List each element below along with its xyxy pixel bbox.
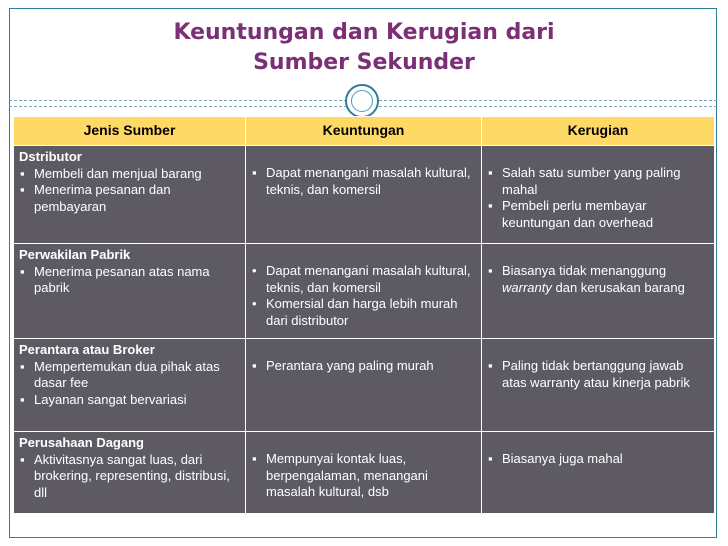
table-row	[14, 339, 715, 432]
square-bullet-icon: ▪	[20, 263, 25, 279]
category-label: Perantara atau Broker	[19, 342, 155, 357]
source-cell	[14, 432, 246, 514]
header-keuntungan: Keuntungan	[246, 117, 482, 146]
category-label: Perwakilan Pabrik	[19, 247, 131, 262]
warranty-italic: warranty	[502, 279, 552, 295]
square-bullet-icon: ▪	[252, 358, 257, 373]
dot-bullet-icon: •	[252, 263, 257, 278]
square-bullet-icon: ▪	[488, 451, 493, 466]
source-cell	[14, 146, 246, 244]
category-label: Dstributor	[19, 149, 82, 164]
header-kerugian: Kerugian	[482, 117, 715, 146]
list-item: ▪ Pembeli perlu membayar keuntungan dan overhead	[488, 198, 654, 230]
square-bullet-icon: ▪	[20, 451, 25, 467]
header-jenis-sumber: Jenis Sumber	[14, 117, 246, 146]
list-item: ▪ Biasanya juga mahal	[488, 451, 623, 466]
source-cell	[14, 339, 246, 432]
list-item: ▪ Mempunyai kontak luas, berpengalaman, menangani masalah kultural, dsb	[252, 451, 428, 499]
source-cell	[14, 244, 246, 339]
table-row	[14, 432, 715, 514]
list-item: ▪ Perantara yang paling murah	[252, 358, 434, 373]
dot-bullet-icon: •	[252, 296, 257, 311]
square-bullet-icon: ▪	[252, 165, 257, 180]
list-item: • Dapat menangani masalah kultural, teknis, dan komersil	[252, 263, 471, 295]
title-line-2: Sumber Sekunder	[253, 50, 475, 75]
square-bullet-icon: ▪	[488, 198, 493, 213]
disadvantage-cell	[482, 146, 715, 244]
list-item: ▪ Layanan sangat bervariasi	[20, 391, 187, 407]
list-item: ▪ Salah satu sumber yang paling mahal	[488, 165, 681, 197]
list-item: ▪ Dapat menangani masalah kultural, teknis, dan komersil	[252, 165, 471, 197]
square-bullet-icon: ▪	[488, 263, 493, 278]
square-bullet-icon: ▪	[488, 358, 493, 373]
ring-ornament-icon	[345, 84, 379, 118]
list-item: ▪ Aktivitasnya sangat luas, dari brokering, representing, distribusi, dll	[20, 451, 230, 500]
list-item: ▪ Menerima pesanan dan pembayaran	[20, 182, 171, 214]
advantage-cell	[246, 146, 482, 244]
list-item: ▪ Membeli dan menjual barang	[20, 165, 202, 181]
list-item: ▪ Menerima pesanan atas nama pabrik	[20, 263, 210, 295]
list-item: • Komersial dan harga lebih murah dari distributor	[252, 296, 458, 328]
category-label: Perusahaan Dagang	[19, 435, 144, 450]
table-header-row	[14, 117, 715, 146]
comparison-table	[13, 116, 715, 514]
slide-title	[0, 18, 728, 78]
square-bullet-icon: ▪	[20, 358, 25, 374]
title-line-1: Keuntungan dan Kerugian dari	[173, 20, 555, 45]
advantage-cell	[246, 244, 482, 339]
square-bullet-icon: ▪	[20, 182, 25, 197]
list-item: ▪ Biasanya tidak menanggung warranty dan kerusakan barang	[488, 263, 685, 295]
list-item: ▪ Paling tidak bertanggung jawab atas warranty atau kinerja pabrik	[488, 358, 690, 390]
disadvantage-cell	[482, 432, 715, 514]
square-bullet-icon: ▪	[20, 165, 25, 181]
table-row	[14, 146, 715, 244]
square-bullet-icon: ▪	[20, 391, 25, 407]
square-bullet-icon: ▪	[488, 165, 493, 180]
advantage-cell	[246, 432, 482, 514]
disadvantage-cell	[482, 339, 715, 432]
disadvantage-cell	[482, 244, 715, 339]
advantage-cell	[246, 339, 482, 432]
table-row	[14, 244, 715, 339]
square-bullet-icon: ▪	[252, 451, 257, 466]
list-item: ▪ Mempertemukan dua pihak atas dasar fee	[20, 358, 220, 390]
